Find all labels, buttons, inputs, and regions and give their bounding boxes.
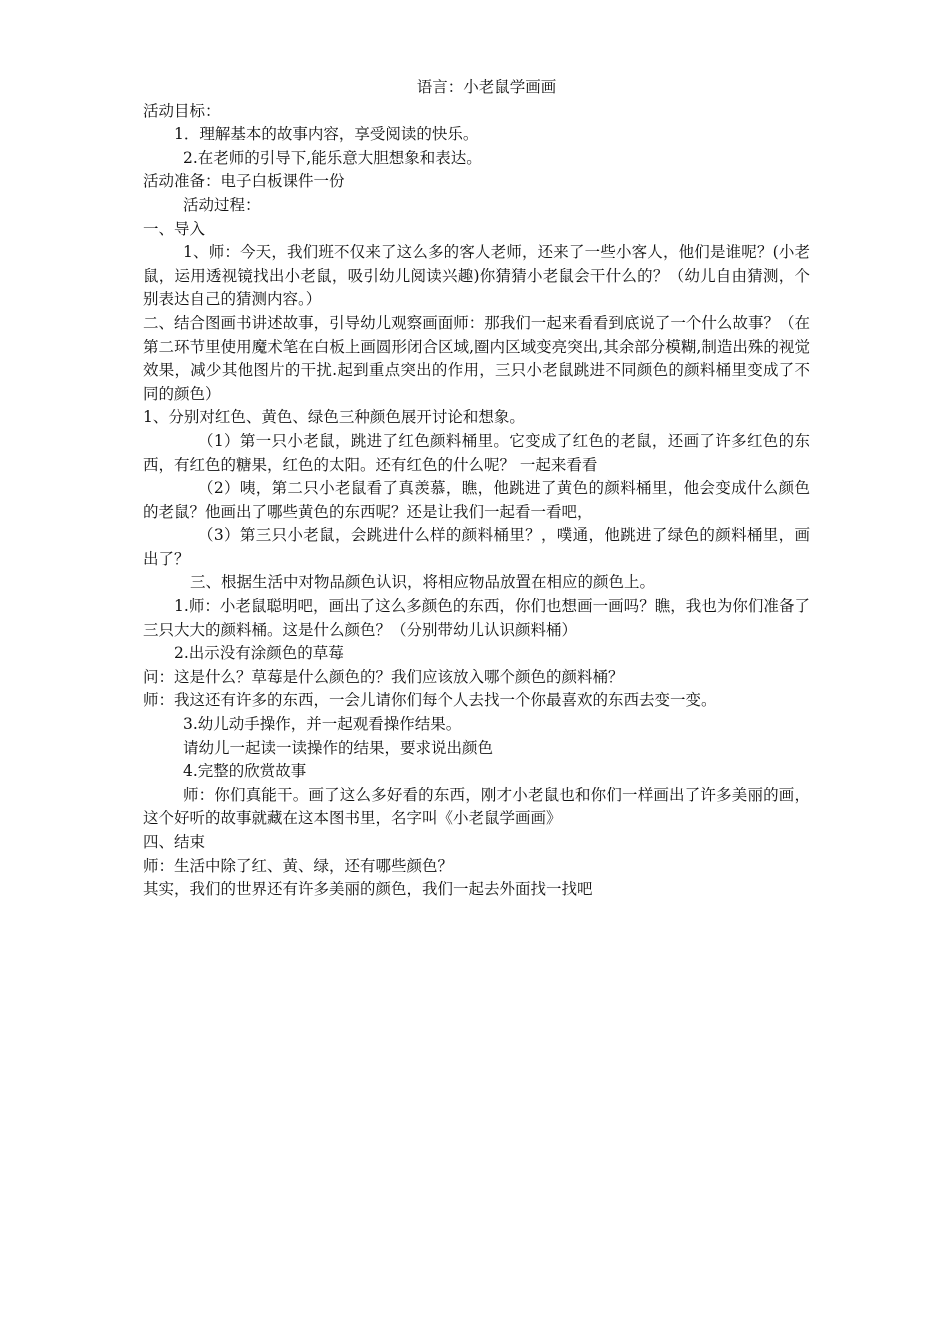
- document-title: 语言：小老鼠学画画: [416, 78, 557, 96]
- story-item-3: （3）第三只小老鼠，会跳进什么样的颜料桶里？，噗通，他跳进了绿色的颜料桶里，画出了？: [143, 526, 810, 568]
- section-heading-story: 二、结合图画书讲述故事，引导幼儿观察画面师：那我们一起来看看到底说了一个什么故事？（在第二环节里使用魔术笔在白板上画圆形闭合区域,圈内区域变亮突出,其余部分模糊,制造出殊的视觉效果，减少其他图片的干扰.起到重点突出的作用，三只小老鼠跳进不同颜色的颜料桶里变成了不同的颜色）: [143, 313, 810, 403]
- section-heading-intro: 一、导入: [143, 219, 206, 238]
- section-heading-process: 活动过程：: [183, 195, 261, 214]
- story-appreciation-paragraph: 师：你们真能干。画了这么多好看的东西，刚才小老鼠也和你们一样画出了许多美丽的画，这个好听的故事就藏在这本图书里，名字叫《小老鼠学画画》: [143, 785, 810, 828]
- story-item-1: （1）第一只小老鼠，跳进了红色颜料桶里。它变成了红色的老鼠，还画了许多红色的东西，有红色的糖果，红色的太阳。还有红色的什么呢？ 一起来看看: [143, 431, 810, 474]
- result-reading-paragraph: 请幼儿一起读一读操作的结果，要求说出颜色: [183, 738, 494, 757]
- placement-item-2: 2.出示没有涂颜色的草莓: [174, 644, 344, 663]
- goal-item-2: 2.在老师的引导下,能乐意大胆想象和表达。: [183, 148, 482, 167]
- teacher-paragraph: 师：我这还有许多的东西，一会儿请你们每个人去找一个你最喜欢的东西去变一变。: [143, 691, 717, 710]
- section-heading-end: 四、结束: [143, 833, 206, 851]
- placement-item-1: 1.师：小老鼠聪明吧，画出了这么多颜色的东西，你们也想画一画吗？瞧，我也为你们准备了三只大大的颜料桶。这是什么颜色？（分别带幼儿认识颜料桶）: [143, 597, 810, 639]
- story-item-2: （2）咦，第二只小老鼠看了真羡慕，瞧，他跳进了黄色的颜料桶里，他会变成什么颜色的老鼠？他画出了哪些黄色的东西呢？还是让我们一起看一看吧，: [143, 479, 810, 521]
- intro-paragraph: 1、师：今天，我们班不仅来了这么多的客人老师，还来了一些小客人，他们是谁呢？(小老鼠，运用透视镜找出小老鼠，吸引幼儿阅读兴趣)你猜猜小老鼠会干什么的？（幼儿自由猜测，个别表达自己的猜测内容。）: [143, 243, 810, 309]
- question-paragraph: 问：这是什么？草莓是什么颜色的？我们应该放入哪个颜色的颜料桶？: [143, 667, 624, 686]
- placement-item-3: 3.幼儿动手操作，并一起观看操作结果。: [183, 715, 462, 734]
- story-discussion-paragraph: 1、分别对红色、黄色、绿色三种颜色展开讨论和想象。: [143, 408, 525, 427]
- end-closing-paragraph: 其实，我们的世界还有许多美丽的颜色，我们一起去外面找一找吧: [143, 880, 593, 899]
- goal-item-1: 1．理解基本的故事内容，享受阅读的快乐。: [174, 125, 479, 144]
- placement-item-4: 4.完整的欣赏故事: [183, 762, 307, 781]
- end-question-paragraph: 师：生活中除了红、黄、绿，还有哪些颜色？: [143, 856, 454, 875]
- section-heading-placement: 三、根据生活中对物品颜色认识，将相应物品放置在相应的颜色上。: [190, 573, 656, 592]
- section-heading-goals: 活动目标：: [143, 101, 221, 120]
- section-heading-preparation: 活动准备：电子白板课件一份: [143, 172, 345, 191]
